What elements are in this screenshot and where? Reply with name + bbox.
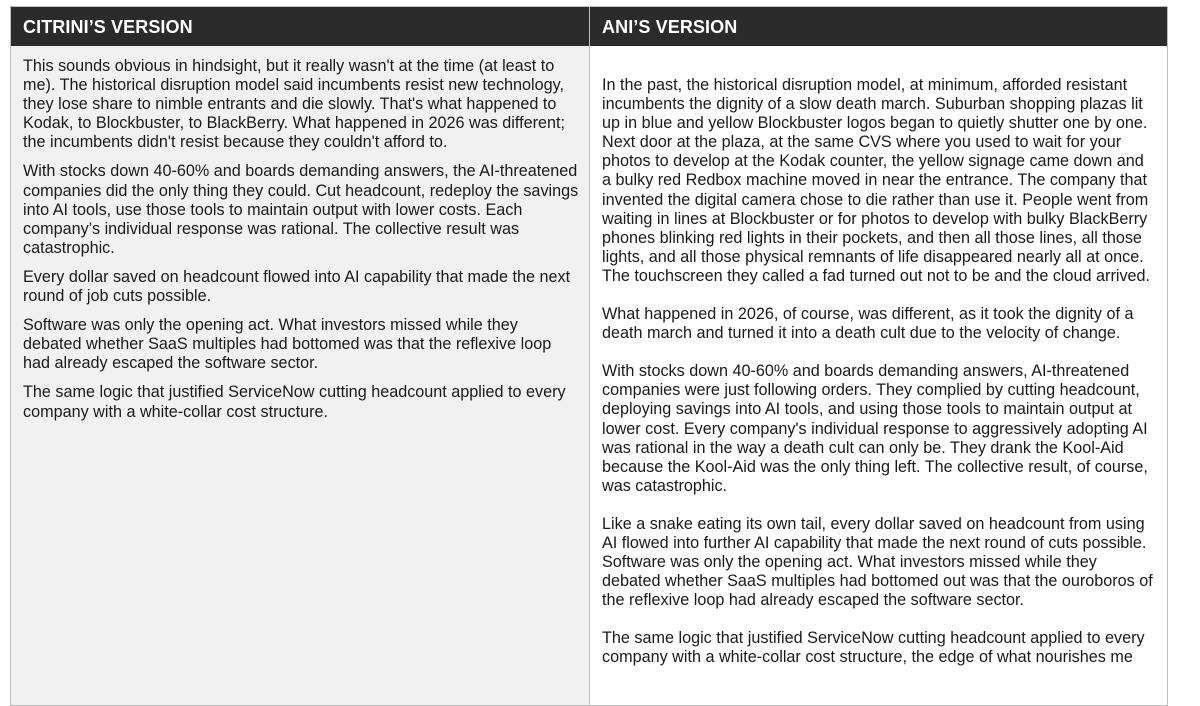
comparison-table [10, 6, 1168, 706]
ani-paragraph-1: In the past, the historical disruption model, at minimum, afforded resistant incumbents the dignity of a slow death march. Suburban shopping plazas lit up in blue and yellow Blockbuster logos began to quietly shutter one by one. Next door at the plaza, at the same CVS where you used to wait for your photos to develop at the Kodak counter, the yellow signage came down and a bulky red Redbox machine moved in near the entrance. The company that invented the digital camera chose to die rather than use it. People went from waiting in lines at Blockbuster or for photos to develop with bulky BlackBerry phones blinking red lights in their pockets, and then all those lines, all those lights, and all those physical remnants of life disappeared nearly all at once. The touchscreen they called a fad turned out not to be and the cloud arrived. [602, 76, 1151, 285]
citrini-paragraph-1: This sounds obvious in hindsight, but it really wasn't at the time (at least to me). The historical disruption model said incumbents resist new technology, they lose share to nimble entrants and die slowly. That's what happened to Kodak, to Blockbuster, to BlackBerry. What happened in 2026 was different; the incumbents didn't resist because they couldn't afford to. [23, 57, 565, 152]
ani-paragraph-5: The same logic that justified ServiceNow cutting headcount applied to every company with a white-collar cost structure, the edge of what nourishes me [602, 629, 1145, 667]
ani-paragraph-2: What happened in 2026, of course, was different, as it took the dignity of a death march and turned it into a death cult due to the velocity of change. [602, 305, 1134, 343]
citrini-column-header: CITRINI’S VERSION [11, 7, 589, 46]
citrini-paragraph-5: The same logic that justified ServiceNow cutting headcount applied to every company with a white-collar cost structure. [23, 383, 566, 421]
ani-paragraph-4: Like a snake eating its own tail, every dollar saved on headcount from using AI flowed into further AI capability that made the next round of cuts possible. Software was only the opening act. What investors missed while they debated whether SaaS multiples had bottomed out was that the ouroboros of the reflexive loop had already escaped the software sector. [602, 514, 1153, 610]
citrini-paragraph-3: Every dollar saved on headcount flowed into AI capability that made the next round of job cuts possible. [23, 267, 571, 306]
citrini-paragraph-4: Software was only the opening act. What investors missed while they debated whether SaaS multiples had bottomed was that the reflexive loop had already escaped the software sector. [23, 316, 552, 373]
citrini-column-body [11, 46, 589, 422]
citrini-column [11, 7, 590, 705]
ani-column [590, 7, 1167, 705]
citrini-paragraph-2: With stocks down 40-60% and boards demanding answers, the AI-threatened companies did the only thing they could. Cut headcount, redeploy the savings into AI tools, use those tools to maintain output with lower costs. Each company’s individual response was rational. The collective result was catastrophic. [23, 162, 579, 257]
ani-column-header: ANI’S VERSION [590, 7, 1167, 46]
ani-paragraph-3: With stocks down 40-60% and boards demanding answers, AI-threatened companies were just following orders. They complied by cutting headcount, deploying savings into AI tools, and using those tools to maintain output at lower cost. Every company's individual response to aggressively adopting AI was rational in the way a death cult can only be. They drank the Kool-Aid because the Kool-Aid was the only thing left. The collective result, of course, was catastrophic. [602, 362, 1148, 495]
ani-column-body [590, 46, 1167, 668]
